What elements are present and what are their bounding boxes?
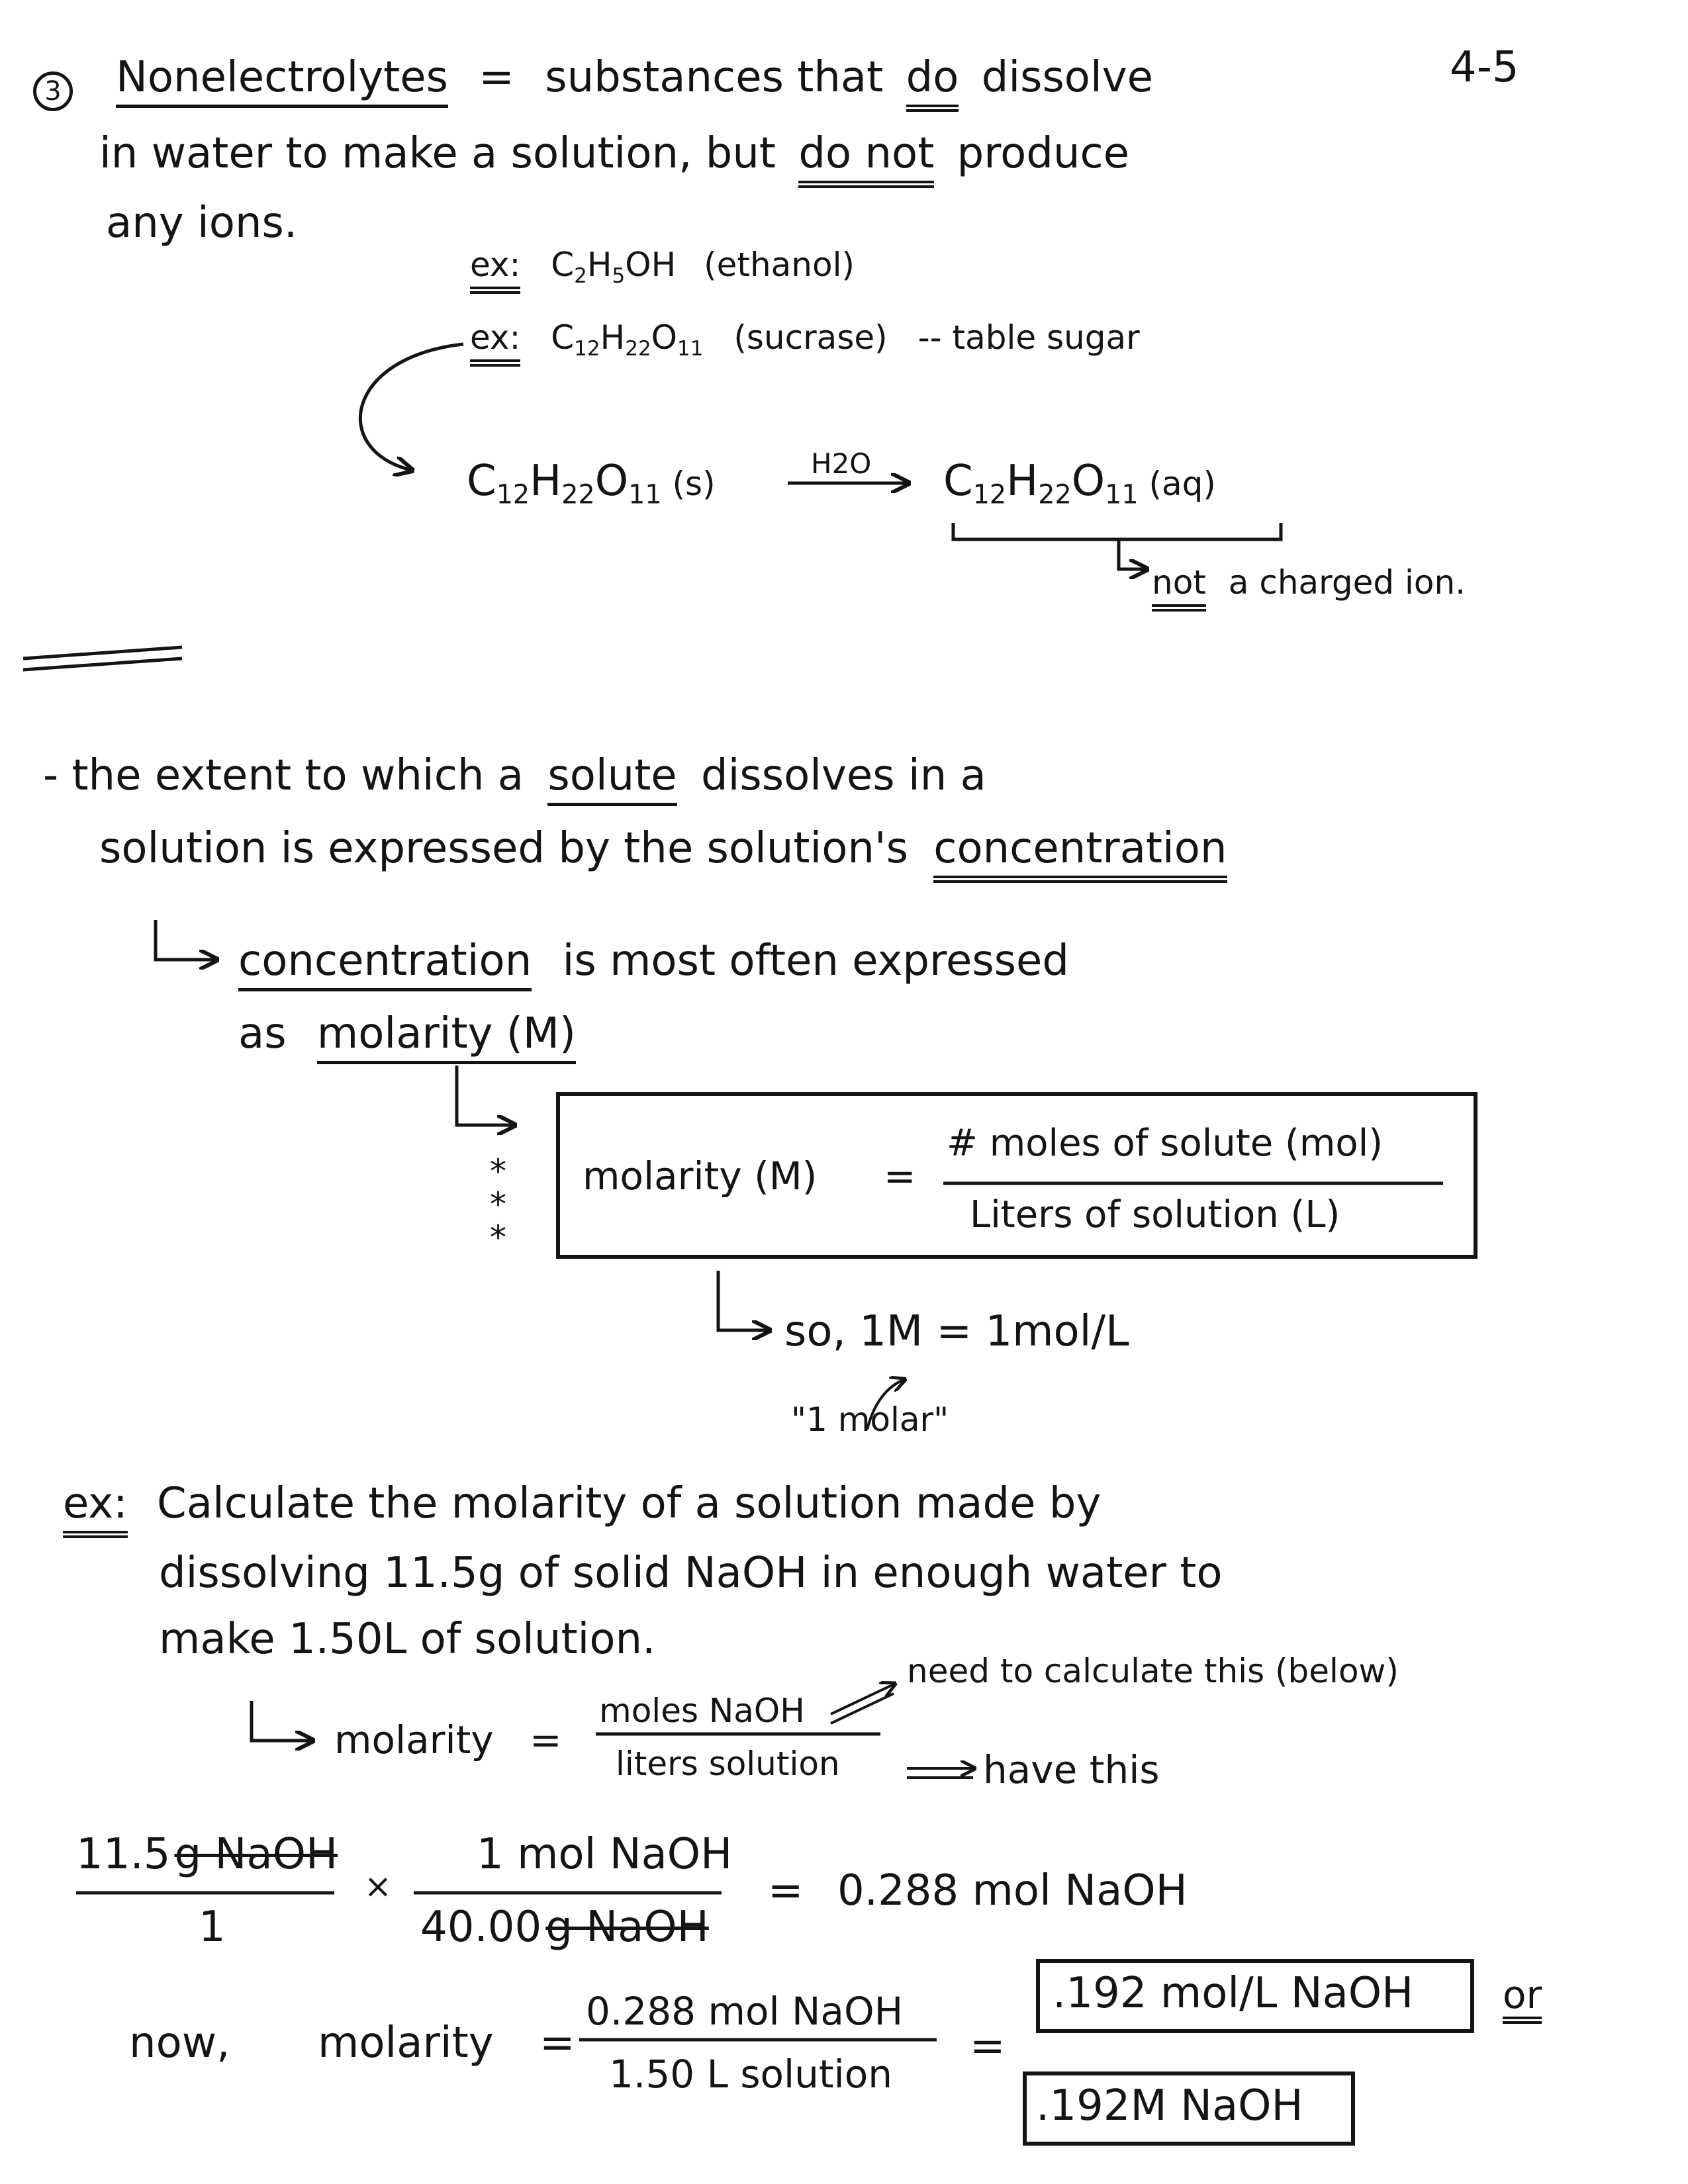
formula-numerator: # moles of solute (mol): [947, 1122, 1383, 1165]
formula-denominator: Liters of solution (L): [970, 1193, 1340, 1236]
final-equals-2: =: [970, 2022, 1006, 2071]
answer-1: .192 mol/L NaOH: [1053, 1969, 1414, 2018]
separator-line: [23, 647, 182, 659]
need-note: need to calculate this (below): [907, 1652, 1399, 1690]
answer-2: .192M NaOH: [1036, 2081, 1303, 2130]
curved-arrow: [360, 344, 463, 470]
ex1-name: (ethanol): [704, 246, 855, 284]
final-numerator: 0.288 mol NaOH: [586, 1989, 904, 2034]
final-molarity-word: molarity: [318, 2019, 494, 2068]
product-bracket: [953, 523, 1281, 539]
equals-sign: =: [479, 53, 514, 102]
definition-do-not: do not: [798, 129, 934, 188]
ex2-label: ex:: [470, 318, 520, 367]
example-label: ex:: [63, 1479, 128, 1538]
reaction-solvent-label: H2O: [811, 447, 872, 480]
concentration-line-1: - the extent to which a solute dissolves in a: [43, 754, 986, 797]
definition-dissolve: dissolve: [981, 53, 1153, 102]
ex1-formula: $C_2H_5OH$: [551, 246, 677, 288]
star-2: *: [490, 1185, 506, 1224]
final-denominator: 1.50 L solution: [609, 2052, 893, 2097]
frac-denominator: liters solution: [616, 1745, 840, 1783]
reaction-product: $C_{12}H_{22}O_{11}$ (aq): [943, 457, 1216, 510]
ex2-formula: $C_{12}H_{22}O_{11}$: [551, 318, 704, 361]
molarity-equals: =: [530, 1717, 562, 1762]
definition-a: substances that: [545, 53, 884, 102]
example-sucrase: [470, 318, 1140, 361]
final-equals-1: =: [539, 2019, 575, 2068]
star-1: *: [490, 1152, 506, 1191]
one-molar-note: "1 molar": [791, 1400, 949, 1439]
reaction-note: [1152, 563, 1466, 602]
conv-numerator: 1 mol NaOH: [477, 1830, 733, 1879]
cancelled-unit: g NaOH: [174, 1830, 338, 1879]
word-molarity: molarity (M): [317, 1009, 576, 1064]
times-sign: ×: [364, 1867, 392, 1905]
word-concentration-2: concentration: [238, 936, 532, 991]
example-line-2: dissolving 11.5g of solid NaOH in enough water to: [159, 1549, 1223, 1598]
frac-numerator: moles NaOH: [599, 1692, 805, 1730]
hook-arrow-concentration: [156, 920, 215, 960]
concentration-line-4: as molarity (M): [238, 1013, 576, 1055]
have-note: have this: [983, 1747, 1160, 1792]
definition-line2: in water to make a solution, but: [99, 129, 776, 178]
page-number: 4-5: [1450, 43, 1519, 92]
word-solute: solute: [547, 751, 677, 806]
or-label: or: [1503, 1976, 1542, 2024]
reaction-reactant: $C_{12}H_{22}O_{11}$ (s): [467, 457, 716, 510]
section-number: 3: [33, 71, 73, 111]
now-label: now,: [129, 2019, 230, 2068]
ex1-label: ex:: [470, 246, 520, 294]
molarity-word: molarity: [334, 1717, 494, 1762]
definition-do: do: [906, 53, 959, 112]
cancelled-unit-2: g NaOH: [545, 1903, 709, 1952]
formula-lhs: molarity (M): [583, 1154, 818, 1199]
formula-equals: =: [884, 1154, 916, 1199]
example-line-1: ex: Calculate the molarity of a solution made by: [63, 1482, 1101, 1525]
definition-produce: produce: [957, 129, 1130, 178]
hook-arrow-molarity: [252, 1701, 311, 1741]
concentration-line-2: solution is expressed by the solution's concentration: [99, 827, 1227, 870]
so-1M-line: so, 1M = 1mol/L: [784, 1307, 1129, 1356]
ex2-name: (sucrase): [733, 318, 888, 357]
star-3: *: [490, 1218, 506, 1257]
calc-equals: =: [768, 1866, 804, 1915]
calc-denominator: 1: [199, 1903, 226, 1952]
hook-arrow-so: [718, 1271, 768, 1330]
calc-numerator: 11.5g NaOH: [76, 1830, 338, 1879]
hook-arrow-box: [457, 1066, 513, 1125]
ex2-note: -- table sugar: [917, 318, 1140, 357]
calc-result: 0.288 mol NaOH: [837, 1866, 1188, 1915]
section-line-3: any ions.: [106, 199, 298, 248]
double-arrow-need: [831, 1684, 894, 1714]
hook-arrow-ion: [1119, 539, 1145, 569]
term-nonelectrolytes: Nonelectrolytes: [116, 53, 448, 108]
section-line-2: [99, 129, 1130, 178]
conv-denominator: 40.00g NaOH: [420, 1903, 709, 1952]
concentration-line-3: concentration is most often expressed: [238, 940, 1069, 982]
example-line-3: make 1.50L of solution.: [159, 1615, 656, 1664]
section-line-1: [116, 53, 1153, 102]
note-charged-ion: a charged ion.: [1228, 563, 1466, 602]
example-ethanol: [470, 248, 855, 287]
note-not: not: [1152, 563, 1206, 612]
word-concentration: concentration: [933, 824, 1227, 883]
